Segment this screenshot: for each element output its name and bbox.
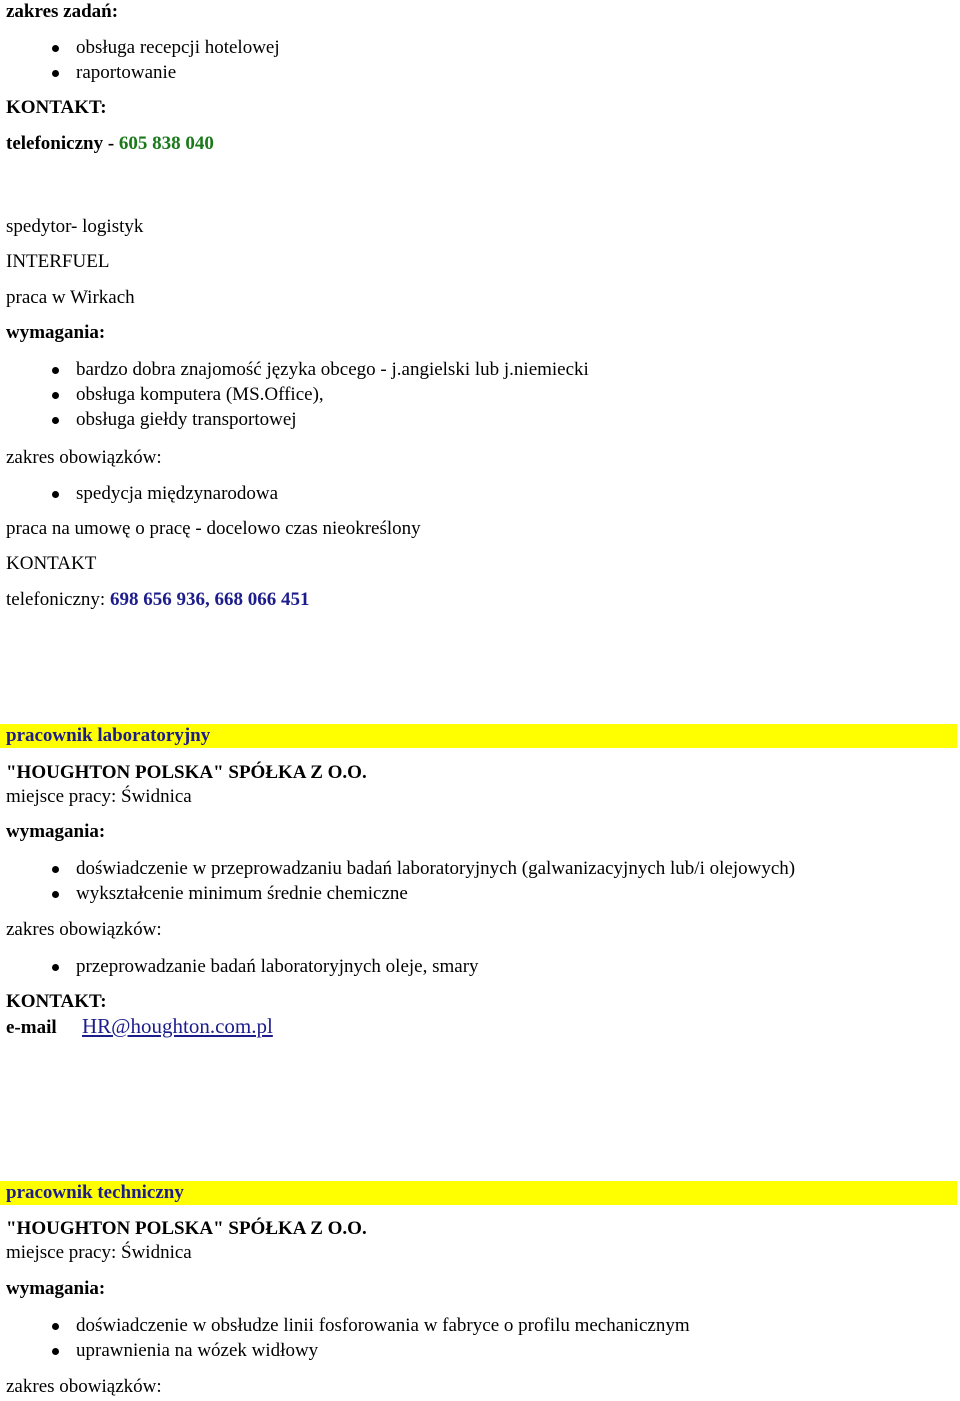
job2-duties-list: [0, 481, 278, 506]
job3-email-label: e-mail: [6, 1017, 57, 1038]
job2-requirements-label: wymagania:: [6, 322, 106, 343]
job2-company: INTERFUEL: [6, 251, 110, 272]
bullet-icon: [52, 417, 59, 424]
list-item: raportowanie: [0, 60, 280, 85]
email-link[interactable]: HR@houghton.com.pl: [82, 1014, 273, 1038]
job3-duties-list: [0, 954, 479, 979]
job3-location: miejsce pracy: Świdnica: [6, 786, 192, 807]
job4-requirements-list: [0, 1313, 690, 1363]
job2-title: spedytor- logistyk: [6, 216, 144, 237]
job2-phone: telefoniczny: 698 656 936, 668 066 451: [6, 589, 310, 610]
job4-requirements-label: wymagania:: [6, 1278, 106, 1299]
list-item: wykształcenie minimum średnie chemiczne: [0, 881, 795, 906]
list-item: spedycja międzynarodowa: [0, 481, 278, 506]
list-item: obsługa giełdy transportowej: [0, 407, 589, 432]
job2-contract: praca na umowę o pracę - docelowo czas nieokreślony: [6, 518, 421, 539]
job4-company: "HOUGHTON POLSKA" SPÓŁKA Z O.O.: [6, 1218, 367, 1239]
bullet-icon: [52, 866, 59, 873]
list-item: doświadczenie w przeprowadzaniu badań laboratoryjnych (galwanizacyjnych lub/i olejowych): [0, 856, 795, 881]
bullet-icon: [52, 1348, 59, 1355]
list-item: uprawnienia na wózek widłowy: [0, 1338, 690, 1363]
bullet-icon: [52, 891, 59, 898]
job3-company: "HOUGHTON POLSKA" SPÓŁKA Z O.O.: [6, 762, 367, 783]
job3-title: pracownik laboratoryjny: [6, 725, 211, 746]
job1-phone: telefoniczny - 605 838 040: [6, 133, 214, 154]
job2-contact-label: KONTAKT: [6, 553, 97, 574]
bullet-icon: [52, 367, 59, 374]
list-item: przeprowadzanie badań laboratoryjnych oleje, smary: [0, 954, 479, 979]
bullet-icon: [52, 45, 59, 52]
phone-number[interactable]: 605 838 040: [118, 133, 214, 154]
job3-duties-label: zakres obowiązków:: [6, 919, 162, 940]
list-item: obsługa komputera (MS.Office),: [0, 382, 589, 407]
job1-contact-label: KONTAKT:: [6, 97, 107, 118]
job1-tasks-label: zakres zadań:: [6, 1, 119, 22]
job1-tasks-list: [0, 35, 280, 85]
job4-duties-label: zakres obowiązków:: [6, 1376, 162, 1397]
bullet-icon: [52, 491, 59, 498]
job2-requirements-list: [0, 357, 589, 432]
job3-contact-label: KONTAKT:: [6, 991, 107, 1012]
bullet-icon: [52, 1323, 59, 1330]
job2-location: praca w Wirkach: [6, 287, 135, 308]
job3-title-band: [0, 724, 957, 748]
bullet-icon: [52, 392, 59, 399]
phone-number[interactable]: 698 656 936, 668 066 451: [109, 589, 310, 610]
job3-requirements-list: [0, 856, 795, 906]
job3-requirements-label: wymagania:: [6, 821, 106, 842]
list-item: bardzo dobra znajomość języka obcego - j.angielski lub j.niemiecki: [0, 357, 589, 382]
job4-title-band: [0, 1181, 957, 1205]
job2-duties-label: zakres obowiązków:: [6, 447, 162, 468]
job4-title: pracownik techniczny: [6, 1182, 184, 1203]
list-item: doświadczenie w obsłudze linii fosforowania w fabryce o profilu mechanicznym: [0, 1313, 690, 1338]
bullet-icon: [52, 964, 59, 971]
bullet-icon: [52, 70, 59, 77]
job4-location: miejsce pracy: Świdnica: [6, 1242, 192, 1263]
list-item: obsługa recepcji hotelowej: [0, 35, 280, 60]
